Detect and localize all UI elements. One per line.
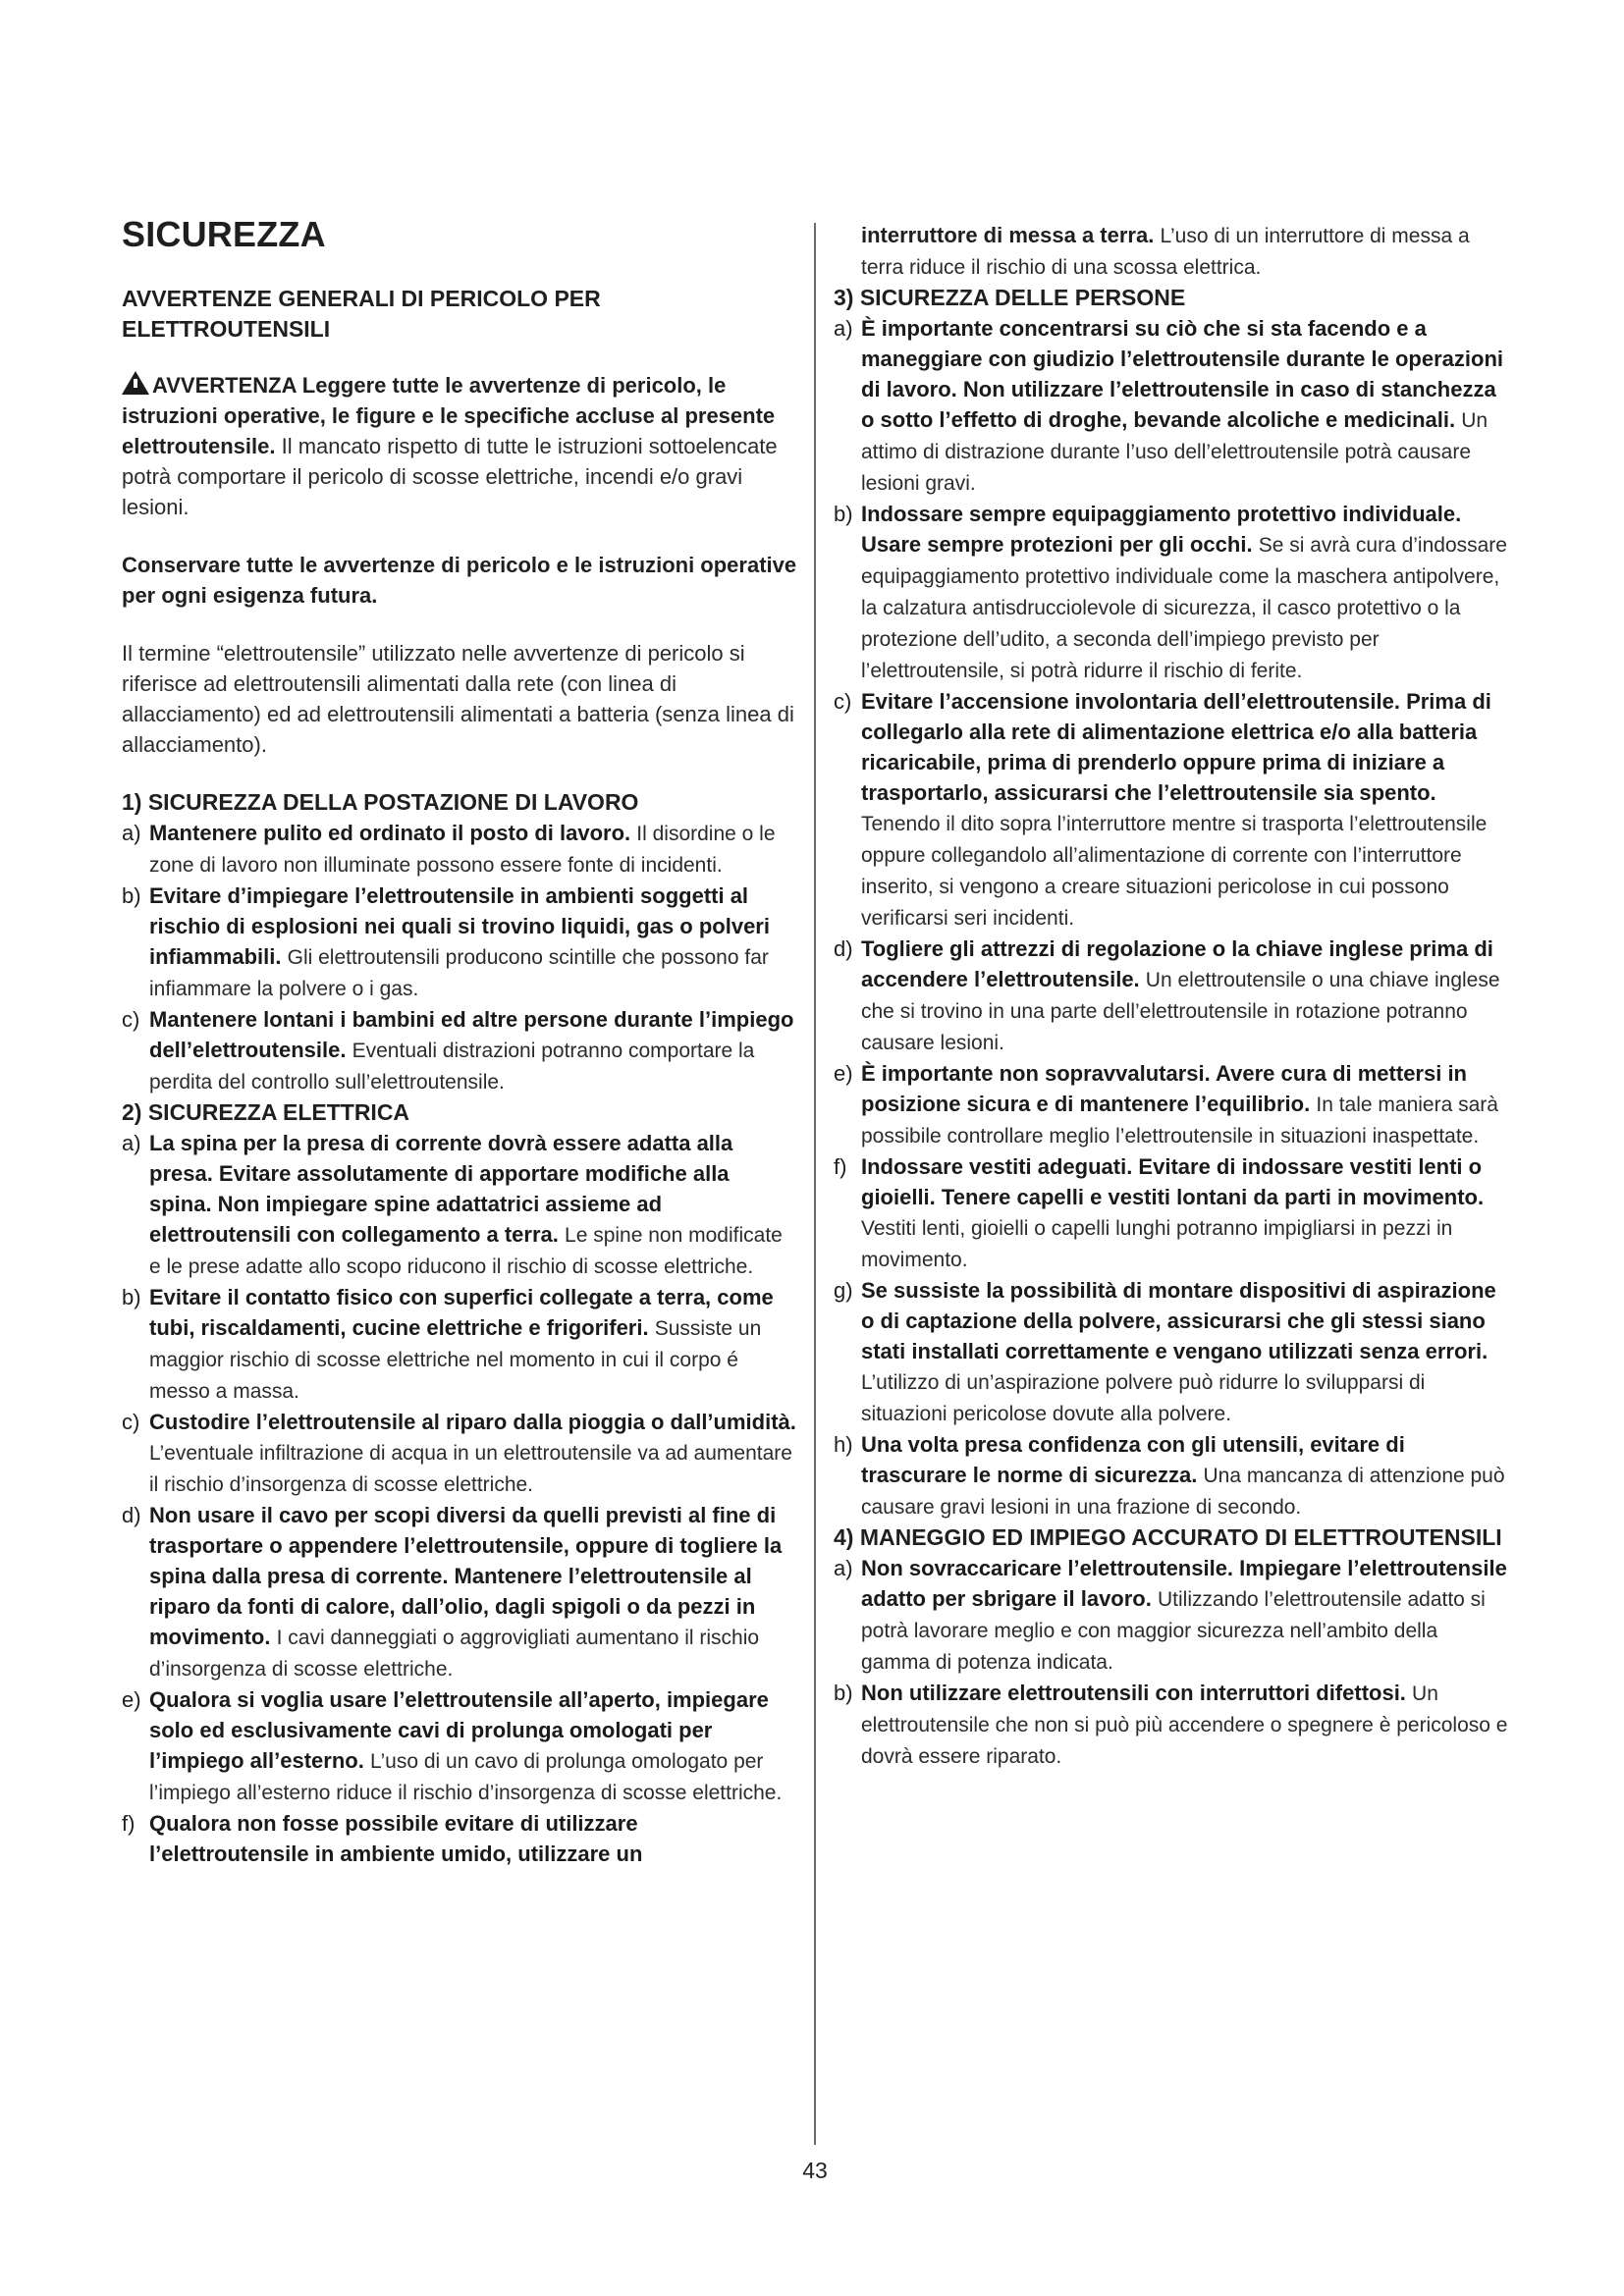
section-subtitle: AVVERTENZE GENERALI DI PERICOLO PER ELETTROUTENSILI	[122, 286, 601, 342]
section-2	[122, 1097, 797, 1869]
list-item: d) Togliere gli attrezzi di regolazione o la chiave inglese prima di accendere l’elettroutensile. Un elettroutensile o una chiave inglese che si trovino in una parte dell’elettroutensile in rotazione potranno causare lesioni.	[834, 936, 1500, 1054]
column-divider	[814, 223, 816, 2145]
section-1-heading: 1) SICUREZZA DELLA POSTAZIONE DI LAVORO	[122, 789, 639, 815]
section-1	[122, 787, 797, 1097]
list-item: b) Indossare sempre equipaggiamento protettivo individuale. Usare sempre protezioni per gli occhi. Se si avrà cura d’indossare equipaggiamento protettivo individuale come la maschera antipolvere, la calzatura antisdrucciolevole di sicurezza, il casco protettivo o la protezione dell’udito, a seconda dell’impiego previsto per l’elettroutensile, si potrà ridurre il rischio di ferite.	[834, 502, 1507, 682]
list-item: f) Qualora non fosse possibile evitare di utilizzare l’elettroutensile in ambiente umido, utilizzare un	[122, 1811, 643, 1866]
left-column	[122, 209, 797, 1869]
warning-bold-text: AVVERTENZA Leggere tutte le avvertenze di pericolo, le istruzioni operative, le figure e le specifiche accluse al presente elettroutensile.	[122, 373, 776, 458]
list-item: a) La spina per la presa di corrente dovrà essere adatta alla presa. Evitare assolutamente di apportare modifiche alla spina. Non impiegare spine adattatrici assieme ad elettroutensili con collegamento a terra. Le spine non modificate e le prese adatte allo scopo riducono il rischio di scosse elettriche.	[122, 1131, 783, 1278]
page-number: 43	[802, 2158, 828, 2183]
list-item: b) Non utilizzare elettroutensili con interruttori difettosi. Un elettroutensile che non si può più accendere o spegnere è pericoloso e dovrà essere riparato.	[834, 1681, 1508, 1768]
list-item: a) Non sovraccaricare l’elettroutensile. Impiegare l’elettroutensile adatto per sbrigare il lavoro. Utilizzando l’elettroutensile adatto si potrà lavorare meglio e con maggior sicurezza nell’ambito della gamma di potenza indicata.	[834, 1556, 1507, 1674]
list-item: b) Evitare d’impiegare l’elettroutensile in ambienti soggetti al rischio di esplosioni nei quali si trovino liquidi, gas o polveri infiammabili. Gli elettroutensili producono scintille che possono far infiammare la polvere o i gas.	[122, 883, 770, 1000]
warning-triangle-icon	[122, 371, 149, 395]
list-item: g) Se sussiste la possibilità di montare dispositivi di aspirazione o di captazione della polvere, assicurarsi che gli stessi siano stati installati correttamente e vengano utilizzati senza errori. L’utilizzo di un’aspirazione polvere può ridurre lo svilupparsi di situazioni pericolose dovute alla polvere.	[834, 1278, 1496, 1425]
continuation-paragraph: interruttore di messa a terra. L’uso di un interruttore di messa a terra riduce il rischio di una scossa elettrica.	[861, 223, 1470, 279]
list-item: b) Evitare il contatto fisico con superfici collegate a terra, come tubi, riscaldamenti, cucine elettriche e frigoriferi. Sussiste un maggior rischio di scosse elettriche nel momento in cui il corpo é messo a massa.	[122, 1285, 774, 1403]
list-item: c) Custodire l’elettroutensile al riparo dalla pioggia o dall’umidità. L’eventuale infiltrazione di acqua in un elettroutensile va ad aumentare il rischio d’insorgenza di scosse elettriche.	[122, 1410, 796, 1496]
warning-paragraph	[122, 370, 797, 522]
list-item: c) Mantenere lontani i bambini ed altre persone durante l’impiego dell’elettroutensile. Eventuali distrazioni potranno comportare la perdita del controllo sull’elettroutensile.	[122, 1007, 794, 1094]
warning-normal-text: Il mancato rispetto di tutte le istruzioni sottoelencate potrà comportare il pericolo di scosse elettriche, incendi e/o gravi lesioni.	[122, 434, 778, 519]
definition-paragraph: Il termine “elettroutensile” utilizzato nelle avvertenze di pericolo si riferisce ad elettroutensili alimentati dalla rete (con linea di allacciamento) ed ad elettroutensili alimentati a batteria (senza linea di allacciamento).	[122, 641, 794, 757]
section-3	[834, 283, 1509, 1522]
section-2-heading: 2) SICUREZZA ELETTRICA	[122, 1099, 410, 1125]
page-title: SICUREZZA	[122, 214, 326, 254]
right-column	[834, 220, 1509, 1772]
section-4	[834, 1522, 1509, 1772]
section-3-heading: 3) SICUREZZA DELLE PERSONE	[834, 285, 1186, 310]
list-item: f) Indossare vestiti adeguati. Evitare di indossare vestiti lenti o gioielli. Tenere capelli e vestiti lontani da parti in movimento. Vestiti lenti, gioielli o capelli lunghi potranno impigliarsi in pezzi in movimento.	[834, 1154, 1485, 1271]
list-item: e) È importante non sopravvalutarsi. Avere cura di mettersi in posizione sicura e di mantenere l’equilibrio. In tale maniera sarà possibile controllare meglio l’elettroutensile in situazioni inaspettate.	[834, 1061, 1498, 1148]
section-4-heading: 4) MANEGGIO ED IMPIEGO ACCURATO DI ELETTROUTENSILI	[834, 1524, 1502, 1550]
list-item: a) Mantenere pulito ed ordinato il posto di lavoro. Il disordine o le zone di lavoro non illuminate possono essere fonte di incidenti.	[122, 821, 776, 877]
list-item: h) Una volta presa confidenza con gli utensili, evitare di trascurare le norme di sicurezza. Una mancanza di attenzione può causare gravi lesioni in una frazione di secondo.	[834, 1432, 1505, 1519]
list-item: e) Qualora si voglia usare l’elettroutensile all’aperto, impiegare solo ed esclusivamente cavi di prolunga omologati per l’impiego all’esterno. L’uso di un cavo di prolunga omologato per l’impiego all’esterno riduce il rischio d’insorgenza di scosse elettriche.	[122, 1687, 783, 1804]
keep-instructions-paragraph: Conservare tutte le avvertenze di pericolo e le istruzioni operative per ogni esigenza futura.	[122, 553, 797, 608]
list-item: a) È importante concentrarsi su ciò che si sta facendo e a maneggiare con giudizio l’elettroutensile durante le operazioni di lavoro. Non utilizzare l’elettroutensile in caso di stanchezza o sotto l’effetto di droghe, bevande alcoliche e medicinali. Un attimo di distrazione durante l’uso dell’elettroutensile potrà causare lesioni gravi.	[834, 316, 1503, 495]
list-item: d) Non usare il cavo per scopi diversi da quelli previsti al fine di trasportare o appendere l’elettroutensile, oppure di togliere la spina dalla presa di corrente. Mantenere l’elettroutensile al riparo da fonti di calore, dall’olio, dagli spigoli o da pezzi in movimento. I cavi danneggiati o aggrovigliati aumentano il rischio d’insorgenza di scosse elettriche.	[122, 1503, 783, 1681]
list-item: c) Evitare l’accensione involontaria dell’elettroutensile. Prima di collegarlo alla rete di alimentazione elettrica e/o alla batteria ricaricabile, prima di prenderlo oppure prima di iniziare a trasportarlo, assicurarsi che l’elettroutensile sia spento. Tenendo il dito sopra l’interruttore mentre si trasporta l’elettroutensile oppure collegandolo all’alimentazione di corrente con l’interruttore inserito, si vengono a creare situazioni pericolose in cui possono verificarsi seri incidenti.	[834, 689, 1491, 930]
